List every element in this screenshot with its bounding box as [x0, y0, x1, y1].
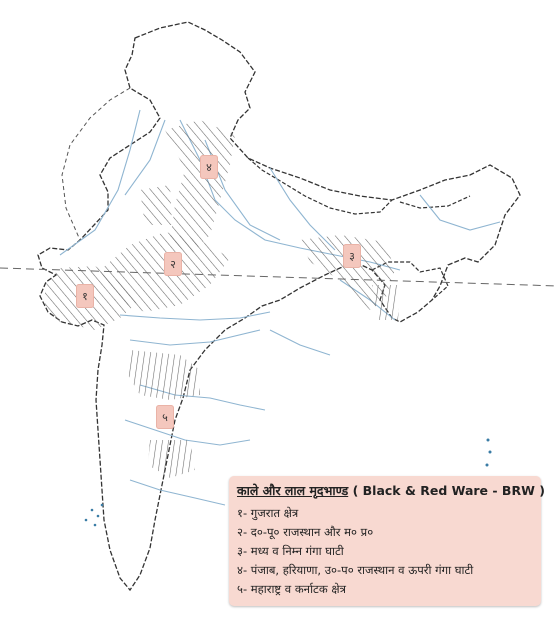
legend-item-4: ४- पंजाब, हरियाणा, उ०-प० राजस्थान व ऊपरी गंगा घाटी — [237, 563, 474, 577]
legend-box — [229, 476, 545, 606]
legend-title — [237, 482, 545, 499]
legend-item-3: ३- मध्य व निम्न गंगा घाटी — [237, 544, 344, 558]
region-label-4: ४ — [200, 155, 218, 179]
legend-title-hindi: काले और लाल मृदभाण्ड — [237, 483, 349, 498]
region-label-3: ३ — [343, 244, 361, 268]
region-label-5: ५ — [156, 405, 174, 429]
legend-item-5: ५- महाराष्ट्र व कर्नाटक क्षेत्र — [237, 582, 346, 596]
legend-title-english: ( Black & Red Ware - BRW ) — [352, 483, 545, 498]
legend-item-1: १- गुजरात क्षेत्र — [237, 506, 299, 520]
region-label-1: १ — [76, 284, 94, 308]
hatched-regions — [45, 120, 400, 478]
region-label-2: २ — [164, 252, 182, 276]
legend-item-2: २- द०-पू० राजस्थान और म० प्र० — [237, 525, 374, 539]
